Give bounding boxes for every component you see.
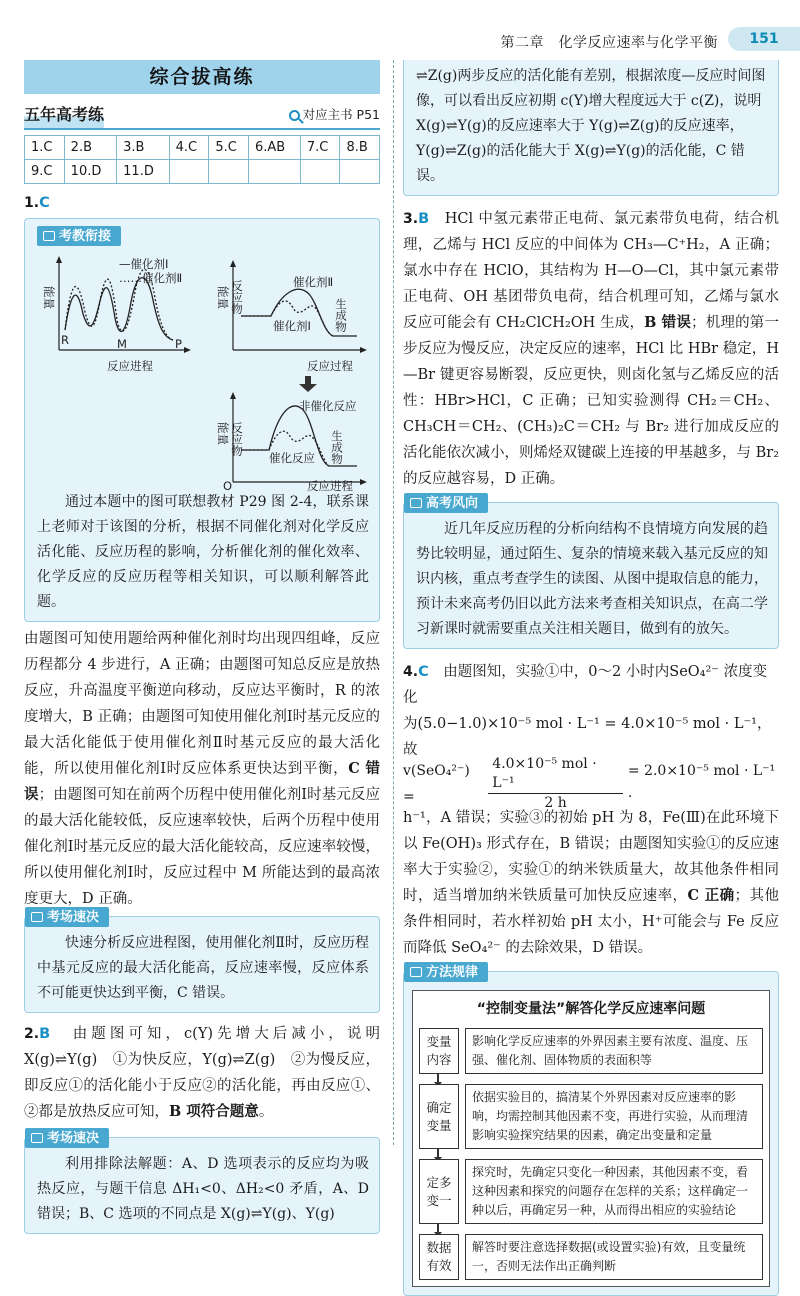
box-kaojiao	[24, 218, 380, 622]
svg-text:催化剂Ⅰ: 催化剂Ⅰ	[273, 319, 311, 333]
tag-icon	[31, 1133, 43, 1143]
svg-text:O: O	[223, 479, 233, 493]
section-header	[24, 102, 380, 130]
magnifier-icon	[289, 110, 300, 121]
svg-text:反应物: 反应物	[230, 422, 244, 457]
page-header	[0, 0, 800, 56]
energy-diagram-3	[216, 392, 367, 493]
table-row: 9.C 10.D 11.D	[25, 160, 380, 184]
svg-text:反应过程: 反应过程	[307, 359, 353, 373]
box-tag: 考场速决	[25, 907, 109, 927]
y-axis-label: 能量	[42, 286, 56, 309]
box-tag: 考场速决	[25, 1128, 109, 1148]
svg-text:M: M	[117, 337, 127, 351]
rate-fraction: v(SeO₄²⁻) = 4.0×10⁻⁵ mol · L⁻¹ 2 h = 2.0×10⁻⁵ mol · L⁻¹ ·	[403, 756, 776, 811]
tag-icon	[410, 967, 422, 977]
page-number: 151	[728, 27, 800, 51]
energy-diagrams	[37, 250, 371, 493]
svg-text:R: R	[61, 333, 69, 347]
section-reference: 对应主书 P51	[289, 102, 380, 128]
svg-text:生成物: 生成物	[330, 430, 344, 465]
box-kaojiao-text: 通过本题中的图可联想教材 P29 图 2-4，联系课上老师对于该图的分析，根据不同催化剂对化学反应活化能、反应历程的影响，分析催化剂的催化效率、化学反应的反应历程等相关知识，可以顺利解答此题。	[37, 494, 369, 610]
method-flowchart	[412, 990, 770, 1287]
chapter-title: 第二章 化学反应速率与化学平衡	[500, 35, 718, 51]
svg-text:反应进程: 反应进程	[107, 359, 153, 373]
svg-text:能量: 能量	[216, 286, 230, 309]
section-title: 五年高考练	[24, 102, 104, 128]
left-column	[24, 60, 380, 1234]
box-kaochang-2: 考场速决 利用排除法解题：A、D 选项表示的反应均为吸热反应，与题干信息 ΔH₁<0、ΔH₂<0 矛盾，A、D 错误；B、C 选项的不同点是 X(g)⇌Y(g)、Y(g)	[24, 1137, 380, 1234]
svg-text:催化剂Ⅱ: 催化剂Ⅱ	[293, 275, 334, 289]
tag-icon	[410, 498, 422, 508]
question-1-explanation: 由题图可知使用题给两种催化剂时均出现四组峰，反应历程都分 4 步进行，A 正确；由题图可知总反应是放热反应，升高温度平衡逆向移动，反应达平衡时，R 的浓度增大，B 正确；由题图可知使用催化剂Ⅰ时基元反应的最大活化能低于使用催化剂Ⅱ时基元反应的最大活化能，所以使用催化剂Ⅰ时反应体系更快达到平衡，C 错误；由题图可知在前两个历程中使用催化剂Ⅰ时基元反应的最大活化能较低，反应速率较快，后两个历程中使用催化剂Ⅰ时基元反应的最大活化能较高，反应速率较慢，所以使用催化剂Ⅰ时，反应过程中 M 所能达到的最高浓度更大，D 正确。	[24, 631, 381, 907]
box-method	[403, 964, 779, 1296]
column-divider	[393, 60, 394, 1145]
question-4: 4.C 由题图知，实验①中，0～2 小时内SeO₄²⁻ 浓度变化 为(5.0−1.0)×10⁻⁵ mol · L⁻¹ = 4.0×10⁻⁵ mol · L⁻¹，故 v(SeO₄²⁻) = 4.0×10⁻⁵ mol · L⁻¹ 2 h = 2.0×10⁻⁵ mol · L⁻¹ · h⁻¹，A 错误；实验③的初始 pH 为 8，Fe(Ⅲ)在此环境下以 Fe(OH)₃ 形式存在，B 错误；由题图知实验①的反应速率大于实验②，实验①的纳米铁质量大，故其他条件相同时，适当增加纳米铁质量可加快反应速率，C 正确；其他条件相同时，若水样初始 pH 太小，H⁺可能会与 Fe 反应而降低 SeO₄²⁻ 的去除效果，D 错误。	[403, 664, 779, 956]
section-banner: 综合拔高练	[24, 60, 380, 94]
table-row: 1.C 2.B 3.B 4.C 5.C 6.AB 7.C 8.B	[25, 136, 380, 160]
box-gaokao-trend: 高考风向 近几年反应历程的分析向结构不良情境方向发展的趋势比较明显，通过陌生、复杂的情境来载入基元反应的知识内核，重点考查学生的读图、从图中提取信息的能力，预计未来高考仍旧以此方法来考查相关知识点，在高二学习新课时就需要重点关注相关题目，做到有的放矢。	[403, 502, 779, 649]
box-tag: 高考风向	[404, 493, 488, 513]
down-arrow-icon	[299, 376, 317, 392]
question-1-header: 1.C	[24, 195, 50, 211]
right-column	[403, 60, 779, 1296]
energy-diagram-1	[42, 256, 191, 373]
svg-text:能量: 能量	[216, 422, 230, 445]
flow-row: 数据有效 解答时要注意选择数据(或设置实验)有效，且变量统一，否则无法作出正确判断	[419, 1234, 763, 1280]
flow-row: 变量内容 影响化学反应速率的外界因素主要有浓度、温度、压强、催化剂、固体物质的表面积等	[419, 1028, 763, 1074]
svg-text:生成物: 生成物	[334, 298, 348, 333]
flow-row: 确定变量 依据实验目的，搞清某个外界因素对反应速率的影响，均需控制其他因素不变，再进行实验，从而理清影响实验探究结果的因素，确定出变量和定量	[419, 1084, 763, 1149]
tag-icon	[43, 231, 55, 241]
flowchart-title: “控制变量法”解答化学反应速率问题	[476, 1001, 706, 1017]
flow-row: 定多变一 探究时，先确定只变化一种因素，其他因素不变，看这种因素和探究的问题存在怎样的关系；这样确定一种以后，再确定另一种，从而得出相应的实验结论	[419, 1159, 763, 1224]
svg-text:催化反应: 催化反应	[269, 451, 315, 465]
energy-diagram-2	[216, 260, 367, 373]
svg-text:……催化剂Ⅱ: ……催化剂Ⅱ	[119, 271, 183, 285]
answer-table	[24, 135, 380, 184]
question-3: 3.B HCl 中氢元素带正电荷、氯元素带负电荷，结合机理，乙烯与 HCl 反应的中间体为 CH₃—C⁺H₂，A 正确；氯水中存在 HClO，其结构为 H—O—Cl，其中氯元素带正电荷、OH 基团带负电荷，结合机理可知，乙烯与氯水反应可能会有 CH₂ClCH₂OH 生成，B 错误；机理的第一步反应为慢反应，决定反应的速率，HCl 比 HBr 稳定，H—Br 键更容易断裂，反应更快，则卤化氢与乙烯反应的活性：HBr>HCl，C 正确；已知实验测得 CH₂＝CH₂、CH₃CH＝CH₂、(CH₃)₂C＝CH₂ 与 Br₂ 进行加成反应的活化能依次减小，则烯烃双键碳上连接的甲基越多，与 Br₂ 的反应越容易，D 正确。	[403, 211, 780, 487]
box-kaochang-1: 考场速决 快速分析反应进程图，使用催化剂Ⅱ时，反应历程中基元反应的最大活化能高，反应速率慢，反应体系不可能更快达到平衡，C 错误。	[24, 916, 380, 1013]
svg-text:P: P	[175, 337, 182, 351]
svg-text:反应物: 反应物	[230, 280, 244, 315]
box-tag: 考教衔接	[37, 226, 121, 246]
svg-text:非催化反应: 非催化反应	[299, 399, 357, 413]
tag-icon	[31, 912, 43, 922]
svg-text:反应进程: 反应进程	[307, 479, 353, 493]
svg-text:—催化剂Ⅰ: —催化剂Ⅰ	[119, 257, 169, 271]
box-tag: 方法规律	[404, 962, 488, 982]
box-kaochang-2-continued: ⇌Z(g)两步反应的活化能有差别，根据浓度—反应时间图像，可以看出反应初期 c(Y)增大程度远大于 c(Z)，说明 X(g)⇌Y(g)的反应速率大于 Y(g)⇌Z(g)的反应速率，Y(g)⇌Z(g)的活化能大于 X(g)⇌Y(g)的活化能，C 错误。	[403, 60, 779, 196]
question-2: 2.B 由题图可知，c(Y)先增大后减小，说明 X(g)⇌Y(g) ①为快反应，Y(g)⇌Z(g) ②为慢反应，即反应①的活化能小于反应②的活化能，再由反应①、②都是放热反应可知，B 项符合题意。	[24, 1026, 380, 1120]
